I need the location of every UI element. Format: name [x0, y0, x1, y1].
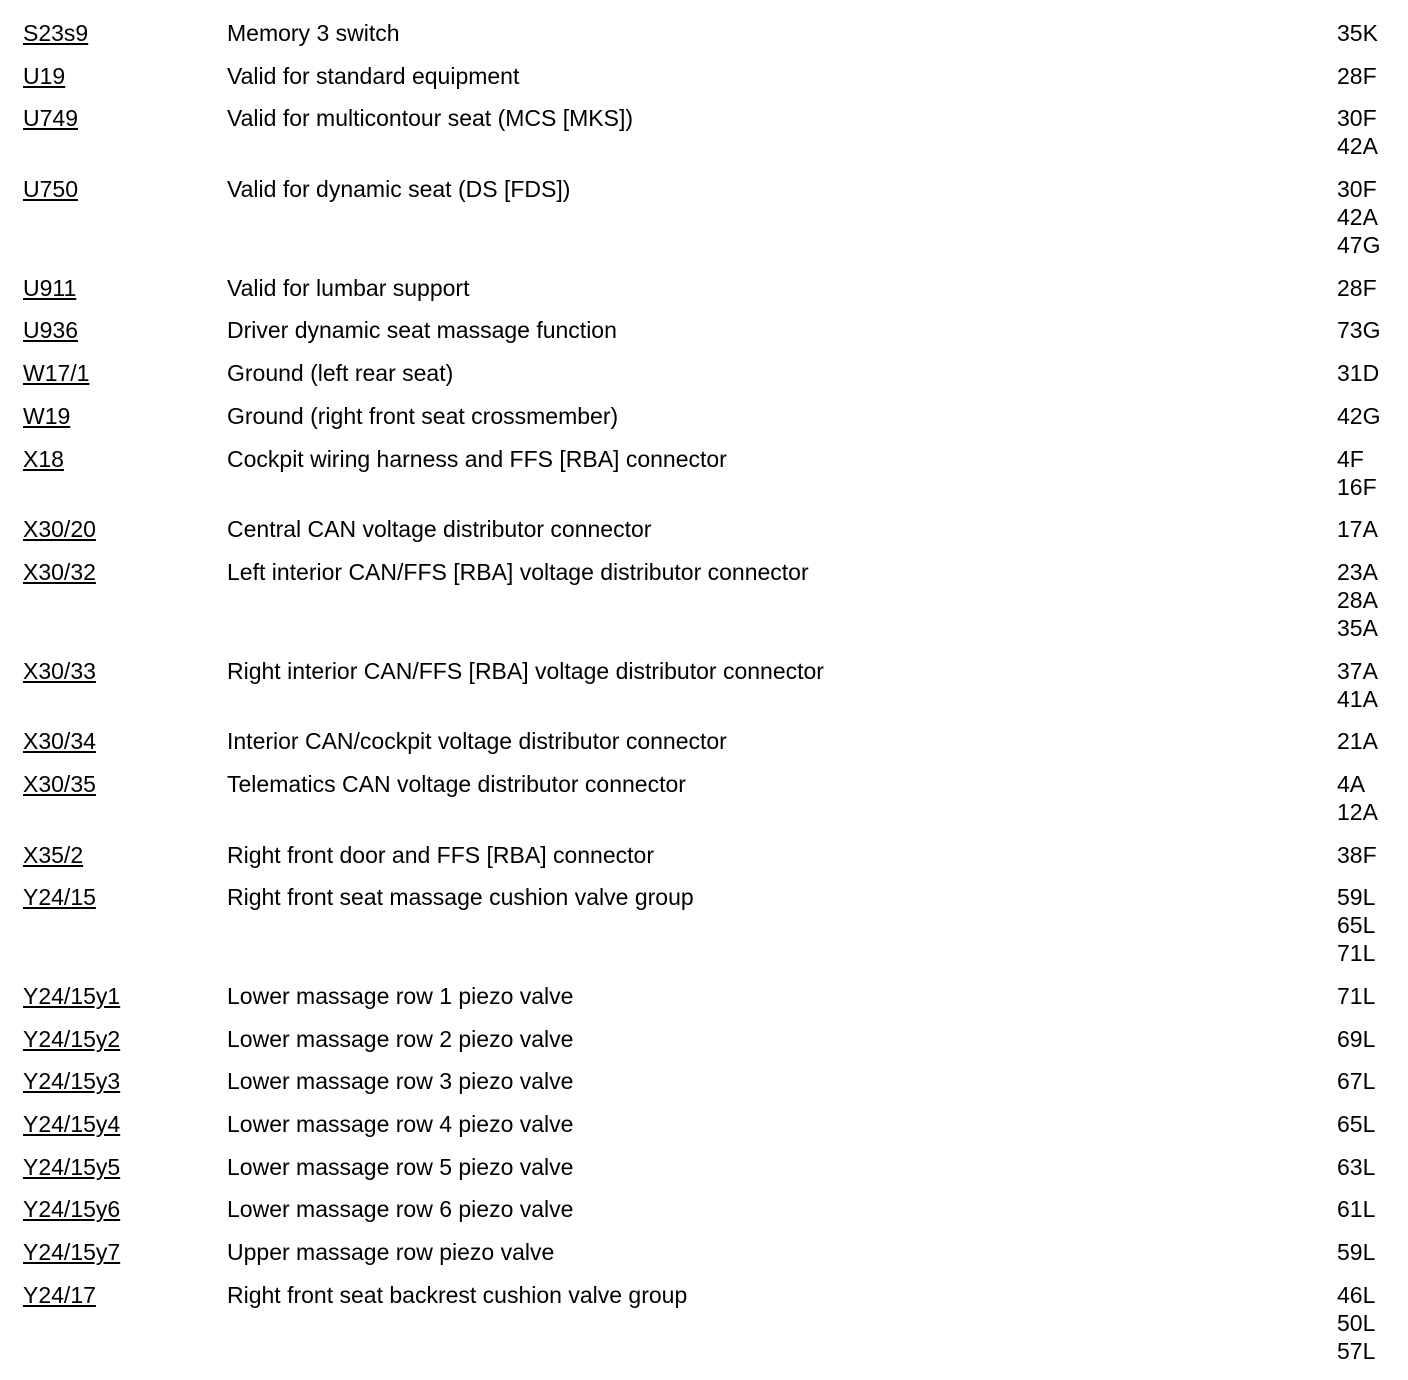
grid-reference: 31D	[1337, 360, 1380, 387]
component-code-link[interactable]: U911	[23, 274, 77, 301]
component-description: Lower massage row 3 piezo valve	[227, 1068, 574, 1095]
grid-reference: 28F	[1337, 62, 1377, 89]
legend-row	[0, 883, 1408, 982]
grid-reference: 41A	[1337, 685, 1378, 712]
legend-row	[0, 727, 1408, 770]
grid-reference: 46L	[1337, 1281, 1376, 1308]
grid-reference: 67L	[1337, 1068, 1376, 1095]
legend-row	[0, 316, 1408, 359]
grid-reference: 28F	[1337, 274, 1377, 301]
component-description: Lower massage row 1 piezo valve	[227, 983, 574, 1009]
component-code-link[interactable]: Y24/15y7	[23, 1239, 121, 1266]
grid-reference: 30F	[1337, 105, 1377, 132]
legend-row	[0, 62, 1408, 105]
grid-reference-list	[1337, 402, 1380, 430]
component-code-link[interactable]: U19	[23, 62, 66, 89]
grid-reference: 71L	[1337, 983, 1376, 1009]
component-code-link[interactable]: Y24/15y5	[23, 1153, 121, 1180]
grid-reference-list	[1337, 1281, 1375, 1365]
component-code-link[interactable]: Y24/15y4	[23, 1111, 121, 1138]
legend-row	[0, 515, 1408, 558]
component-description: Telematics CAN voltage distributor connector	[227, 770, 686, 797]
grid-reference: 21A	[1337, 728, 1378, 755]
grid-reference-list	[1337, 770, 1378, 826]
component-description: Central CAN voltage distributor connector	[227, 516, 652, 543]
component-code-link[interactable]: S23s9	[23, 20, 89, 46]
component-code-link[interactable]: X30/33	[23, 657, 96, 684]
legend-row	[0, 19, 1408, 62]
component-description: Right interior CAN/FFS [RBA] voltage distributor connector	[227, 657, 824, 684]
component-code-link[interactable]: U749	[23, 105, 78, 132]
grid-reference: 12A	[1337, 798, 1378, 825]
component-description: Cockpit wiring harness and FFS [RBA] connector	[227, 445, 727, 472]
grid-reference-list	[1337, 1195, 1375, 1223]
grid-reference: 4A	[1337, 770, 1366, 797]
component-code-link[interactable]: Y24/15y6	[23, 1196, 121, 1223]
component-code-link[interactable]: Y24/17	[23, 1281, 96, 1308]
grid-reference: 4F	[1337, 445, 1364, 472]
component-code-link[interactable]: X30/34	[23, 728, 96, 755]
legend-row	[0, 359, 1408, 402]
grid-reference: 61L	[1337, 1196, 1376, 1223]
legend-row	[0, 558, 1408, 657]
grid-reference: 42A	[1337, 133, 1378, 160]
legend-row	[0, 657, 1408, 728]
grid-reference: 30F	[1337, 176, 1377, 203]
component-description: Lower massage row 6 piezo valve	[227, 1196, 574, 1223]
grid-reference-list	[1337, 657, 1378, 713]
grid-reference: 17A	[1337, 516, 1378, 543]
grid-reference-list	[1337, 175, 1380, 259]
component-code-link[interactable]: W17/1	[23, 360, 90, 387]
component-code-link[interactable]: Y24/15y1	[23, 983, 121, 1009]
component-code-link[interactable]: U936	[23, 317, 78, 344]
component-description: Memory 3 switch	[227, 20, 400, 46]
grid-reference-list	[1337, 1025, 1375, 1053]
grid-reference-list	[1337, 316, 1380, 344]
component-code-link[interactable]: X35/2	[23, 841, 84, 868]
component-description: Interior CAN/cockpit voltage distributor connector	[227, 728, 727, 755]
component-description: Lower massage row 2 piezo valve	[227, 1025, 574, 1052]
grid-reference-list	[1337, 883, 1375, 967]
grid-reference: 42G	[1337, 402, 1381, 429]
component-description: Lower massage row 4 piezo valve	[227, 1111, 574, 1138]
grid-reference-list	[1337, 1110, 1375, 1138]
component-description: Right front door and FFS [RBA] connector	[227, 841, 654, 868]
component-code-link[interactable]: Y24/15y3	[23, 1068, 121, 1095]
grid-reference: 63L	[1337, 1153, 1376, 1180]
component-code-link[interactable]: X30/35	[23, 770, 96, 797]
grid-reference: 35K	[1337, 20, 1378, 46]
grid-reference-list	[1337, 19, 1378, 47]
component-code-link[interactable]: Y24/15y2	[23, 1025, 121, 1052]
grid-reference-list	[1337, 982, 1375, 1010]
grid-reference: 16F	[1337, 473, 1377, 500]
component-description: Lower massage row 5 piezo valve	[227, 1153, 574, 1180]
grid-reference: 47G	[1337, 232, 1381, 259]
grid-reference-list	[1337, 841, 1377, 869]
component-description: Left interior CAN/FFS [RBA] voltage distributor connector	[227, 558, 809, 585]
legend-row	[0, 445, 1408, 516]
component-description: Valid for dynamic seat (DS [FDS])	[227, 176, 571, 203]
grid-reference: 59L	[1337, 1239, 1376, 1266]
grid-reference-list	[1337, 727, 1378, 755]
grid-reference-list	[1337, 359, 1379, 387]
component-description: Driver dynamic seat massage function	[227, 317, 617, 344]
grid-reference-list	[1337, 1153, 1375, 1181]
component-description: Upper massage row piezo valve	[227, 1239, 555, 1266]
grid-reference-list	[1337, 1067, 1375, 1095]
component-description: Ground (left rear seat)	[227, 360, 454, 387]
grid-reference-list	[1337, 62, 1377, 90]
legend-row	[0, 1067, 1408, 1110]
grid-reference: 65L	[1337, 1111, 1376, 1138]
component-description: Valid for multicontour seat (MCS [MKS])	[227, 105, 634, 132]
component-description: Right front seat backrest cushion valve group	[227, 1281, 688, 1308]
legend-row	[0, 274, 1408, 317]
grid-reference: 38F	[1337, 841, 1377, 868]
grid-reference: 42A	[1337, 204, 1378, 231]
grid-reference-list	[1337, 445, 1377, 501]
grid-reference: 65L	[1337, 912, 1376, 939]
grid-reference: 23A	[1337, 558, 1378, 585]
legend-row	[0, 1110, 1408, 1153]
grid-reference-list	[1337, 274, 1377, 302]
legend-row	[0, 1195, 1408, 1238]
legend-row	[0, 175, 1408, 274]
legend-row	[0, 104, 1408, 175]
grid-reference-list	[1337, 558, 1378, 642]
legend-row	[0, 402, 1408, 445]
component-code-link[interactable]: X30/32	[23, 558, 96, 585]
legend-row	[0, 1281, 1408, 1380]
legend-row	[0, 841, 1408, 884]
grid-reference: 59L	[1337, 884, 1376, 911]
grid-reference: 28A	[1337, 586, 1378, 613]
legend-row	[0, 1025, 1408, 1068]
component-code-link[interactable]: X30/20	[23, 516, 96, 543]
legend-row	[0, 770, 1408, 841]
component-code-link[interactable]: Y24/15	[23, 884, 96, 911]
grid-reference: 73G	[1337, 317, 1381, 344]
component-description: Ground (right front seat crossmember)	[227, 402, 619, 429]
component-code-link[interactable]: X18	[23, 445, 64, 472]
grid-reference: 69L	[1337, 1025, 1376, 1052]
legend-row	[0, 1238, 1408, 1281]
legend-row	[0, 982, 1408, 1025]
component-description: Valid for lumbar support	[227, 274, 470, 301]
grid-reference: 71L	[1337, 940, 1376, 967]
grid-reference: 35A	[1337, 614, 1378, 641]
grid-reference-list	[1337, 104, 1378, 160]
grid-reference: 50L	[1337, 1309, 1376, 1336]
component-code-link[interactable]: U750	[23, 176, 78, 203]
component-code-link[interactable]: W19	[23, 402, 71, 429]
grid-reference: 37A	[1337, 657, 1378, 684]
legend-row	[0, 1153, 1408, 1196]
grid-reference: 57L	[1337, 1337, 1376, 1364]
component-description: Right front seat massage cushion valve group	[227, 884, 694, 911]
component-description: Valid for standard equipment	[227, 62, 520, 89]
grid-reference-list	[1337, 1238, 1375, 1266]
grid-reference-list	[1337, 515, 1378, 543]
